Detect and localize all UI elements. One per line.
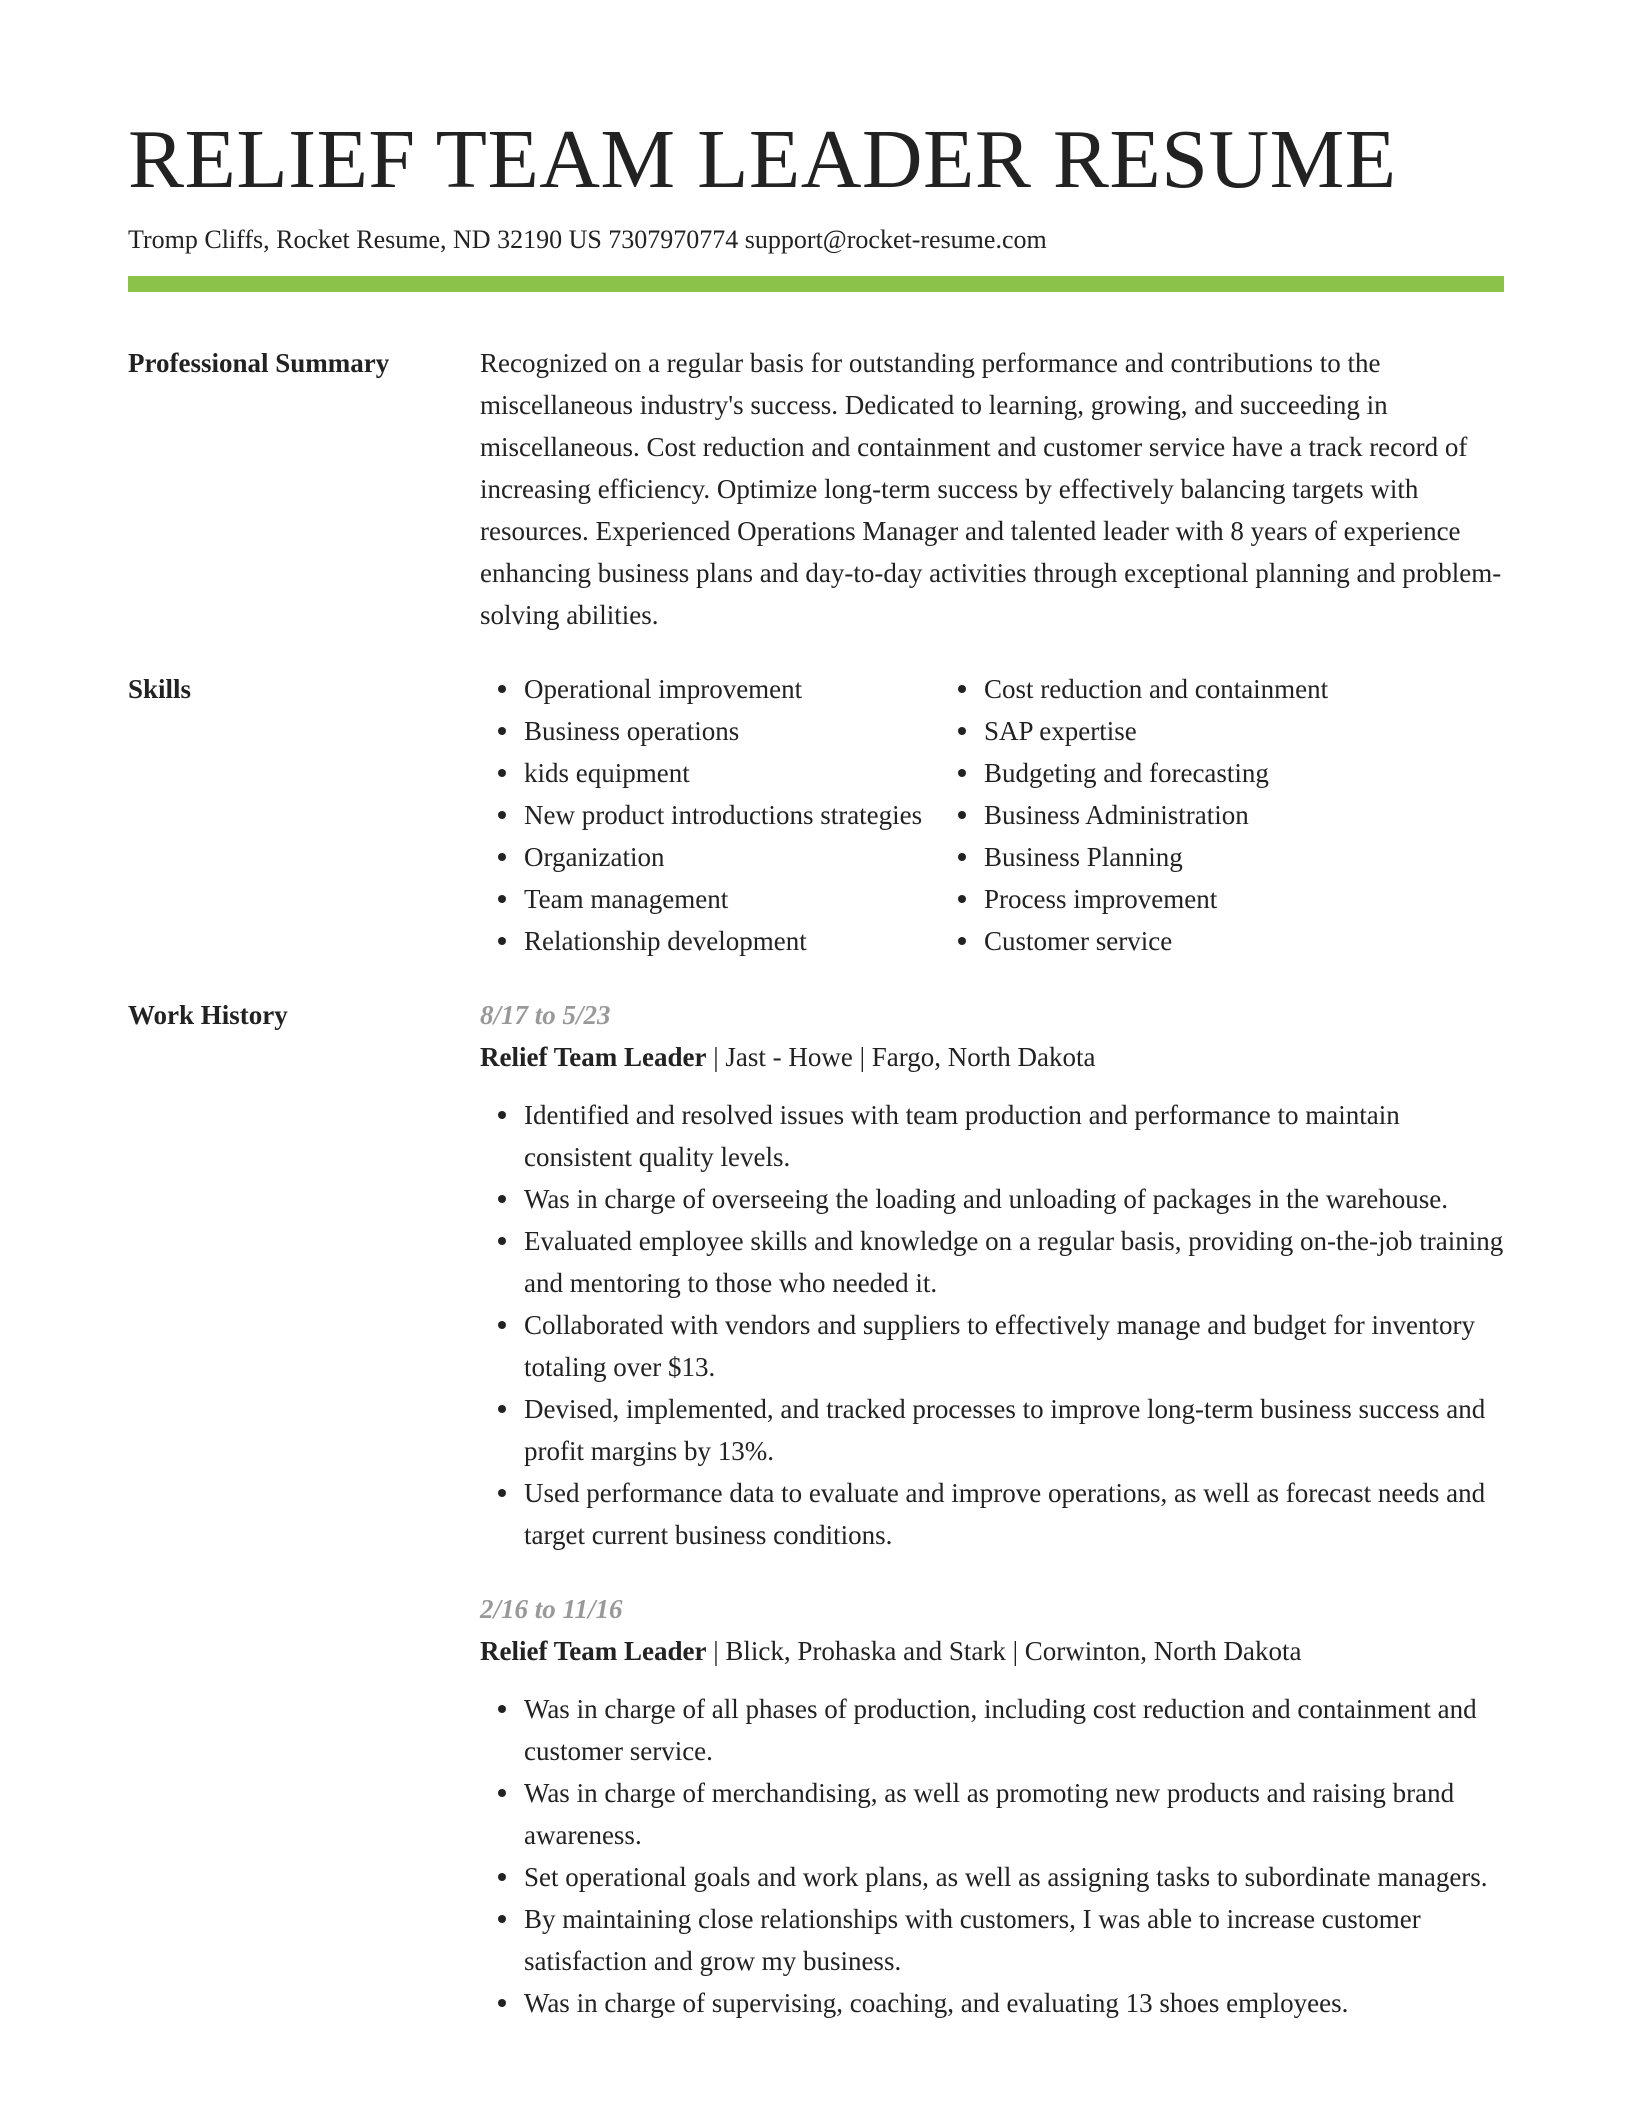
job-dates: 8/17 to 5/23 (480, 1000, 611, 1030)
resume-title: RELIEF TEAM LEADER RESUME (128, 113, 1397, 206)
summary-section (128, 342, 1504, 636)
job-employer-location: | Blick, Prohaska and Stark | Corwinton, North Dakota (706, 1636, 1302, 1666)
work-history-section (128, 994, 1504, 2024)
job-bullets (480, 1094, 1504, 1556)
job-employer-location: | Jast - Howe | Fargo, North Dakota (706, 1042, 1096, 1072)
job-bullets (480, 1688, 1504, 2024)
skill-item: Customer service (984, 920, 1504, 962)
work-history-body (480, 994, 1504, 2024)
job-bullet: Was in charge of all phases of production, including cost reduction and containment and customer service. (524, 1688, 1504, 1772)
contact-line: Tromp Cliffs, Rocket Resume, ND 32190 US 7307970774 support@rocket-resume.com (128, 225, 1047, 254)
job-entry (480, 1588, 1504, 2024)
skill-item: SAP expertise (984, 710, 1504, 752)
skill-item: Cost reduction and containment (984, 668, 1504, 710)
skill-item: Business Administration (984, 794, 1504, 836)
skill-item: Budgeting and forecasting (984, 752, 1504, 794)
work-history-heading: Work History (128, 1000, 288, 1030)
summary-text: Recognized on a regular basis for outstanding performance and contributions to the miscellaneous industry's success. Dedicated to learning, growing, and succeeding in miscellaneous. Cost reduction and containment and customer service have a track record of increasing efficiency. Optimize long-term success by effectively balancing targets with resources. Experienced Operations Manager and talented leader with 8 years of experience enhancing business plans and day-to-day activities through exceptional planning and problem-solving abilities. (480, 348, 1502, 630)
job-bullet: Set operational goals and work plans, as well as assigning tasks to subordinate managers. (524, 1856, 1504, 1898)
job-dates: 2/16 to 11/16 (480, 1594, 623, 1624)
accent-divider (128, 276, 1504, 292)
job-title: Relief Team Leader (480, 1042, 707, 1072)
skill-item: kids equipment (524, 752, 940, 794)
skill-item: Process improvement (984, 878, 1504, 920)
job-bullet: Was in charge of supervising, coaching, and evaluating 13 shoes employees. (524, 1982, 1504, 2024)
job-heading (480, 1036, 1504, 1078)
skills-list-left (480, 668, 940, 962)
job-bullet: Used performance data to evaluate and improve operations, as well as forecast needs and target current business conditions. (524, 1472, 1504, 1556)
job-bullet: Was in charge of merchandising, as well as promoting new products and raising brand awareness. (524, 1772, 1504, 1856)
job-bullet: By maintaining close relationships with customers, I was able to increase customer satisfaction and grow my business. (524, 1898, 1504, 1982)
skills-section (128, 668, 1504, 962)
skill-item: New product introductions strategies (524, 794, 940, 836)
skill-item: Relationship development (524, 920, 940, 962)
job-bullet: Was in charge of overseeing the loading and unloading of packages in the warehouse. (524, 1178, 1504, 1220)
job-bullet: Devised, implemented, and tracked processes to improve long-term business success and profit margins by 13%. (524, 1388, 1504, 1472)
job-bullet: Identified and resolved issues with team production and performance to maintain consistent quality levels. (524, 1094, 1504, 1178)
skill-item: Team management (524, 878, 940, 920)
job-bullet: Evaluated employee skills and knowledge on a regular basis, providing on-the-job training and mentoring to those who needed it. (524, 1220, 1504, 1304)
job-title: Relief Team Leader (480, 1636, 707, 1666)
skills-list-right (940, 668, 1504, 962)
summary-heading: Professional Summary (128, 348, 390, 378)
skill-item: Operational improvement (524, 668, 940, 710)
job-heading (480, 1630, 1504, 1672)
job-entry (480, 994, 1504, 1556)
skills-columns (480, 668, 1504, 962)
skill-item: Business Planning (984, 836, 1504, 878)
skill-item: Business operations (524, 710, 940, 752)
skills-heading: Skills (128, 674, 192, 704)
job-bullet: Collaborated with vendors and suppliers to effectively manage and budget for inventory totaling over $13. (524, 1304, 1504, 1388)
skill-item: Organization (524, 836, 940, 878)
